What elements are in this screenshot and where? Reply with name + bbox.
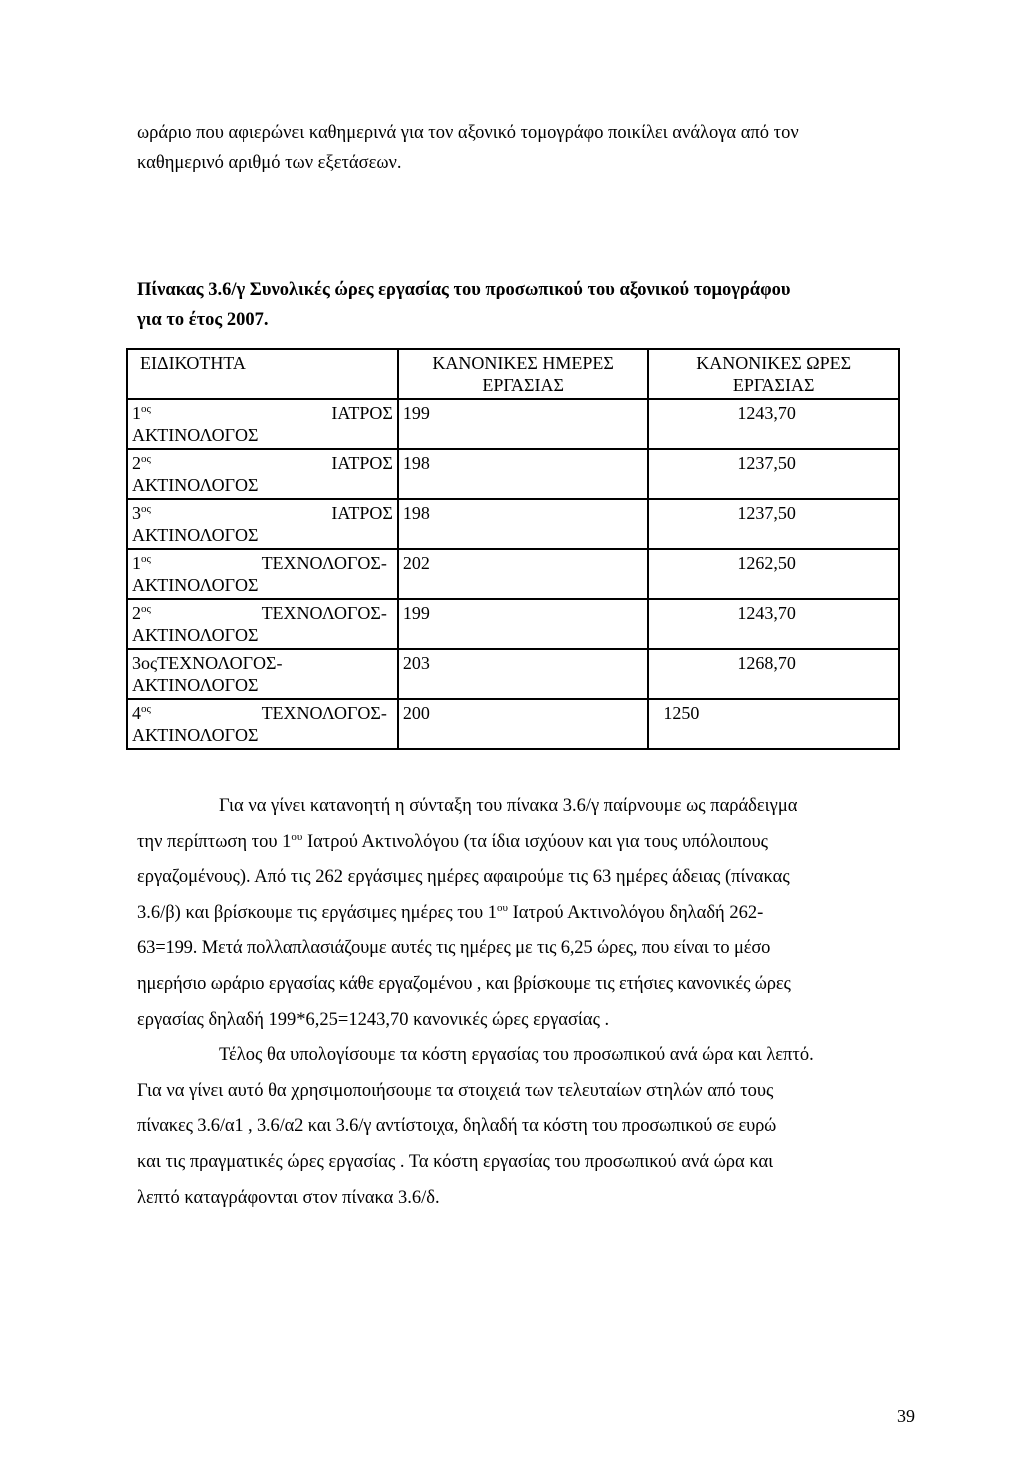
table-row	[127, 399, 899, 449]
body-line: 63=199. Μετά πολλαπλασιάζουμε αυτές τις ημέρες με τις 6,25 ώρες, που είναι το μέσο	[137, 938, 771, 959]
specialty-cell: $4^{o\varsigma}$ ΤΕΧΝΟΛΟΓΟΣ- ΑΚΤΙΝΟΛΟΓΟΣ	[127, 699, 398, 749]
table-row	[127, 549, 899, 599]
table-row	[127, 499, 899, 549]
caption-line: Πίνακας 3.6/γ Συνολικές ώρες εργασίας του προσωπικού του αξονικού τομογράφου	[137, 280, 791, 300]
header-normal-days: ΚΑΝΟΝΙΚΕΣ ΗΜΕΡΕΣ ΕΡΓΑΣΙΑΣ	[398, 349, 649, 399]
specialty-cell: 3οςΤΕΧΝΟΛΟΓΟΣ- ΑΚΤΙΝΟΛΟΓΟΣ	[127, 649, 398, 699]
days-cell: 198	[398, 449, 649, 499]
specialty-cell: $1^{o\varsigma}$ ΤΕΧΝΟΛΟΓΟΣ- ΑΚΤΙΝΟΛΟΓΟΣ	[127, 549, 398, 599]
intro-paragraph	[137, 118, 897, 178]
table-row	[127, 599, 899, 649]
explanation-paragraph	[137, 789, 897, 1216]
body-line: Για να γίνει αυτό θα χρησιμοποιήσουμε τα στοιχειά των τελευταίων στηλών από τους	[137, 1080, 774, 1101]
intro-line: ωράριο που αφιερώνει καθημερινά για τον αξονικό τομογράφο ποικίλει ανάλογα από τον	[137, 123, 799, 143]
body-line: λεπτό καταγράφονται στον πίνακα 3.6/δ.	[137, 1187, 440, 1208]
page-number: 39	[897, 1406, 915, 1426]
specialty-cell: $2^{o\varsigma}$ ΙΑΤΡΟΣ ΑΚΤΙΝΟΛΟΓΟΣ	[127, 449, 398, 499]
caption-line: για το έτος 2007.	[137, 310, 269, 330]
table-header-row	[127, 349, 899, 399]
hours-cell: 1268,70	[648, 649, 899, 699]
body-line: Για να γίνει κατανοητή η σύνταξη του πίνακα 3.6/γ παίρνουμε ως παράδειγμα	[219, 796, 798, 816]
header-specialty: ΕΙΔΙΚΟΤΗΤΑ	[127, 349, 398, 399]
hours-cell: 1250	[648, 699, 899, 749]
days-cell: 199	[398, 599, 649, 649]
hours-cell: 1243,70	[648, 599, 899, 649]
body-line: πίνακες 3.6/α1 , 3.6/α2 και 3.6/γ αντίστοιχα, δηλαδή τα κόστη του προσωπικού σε ευρώ	[137, 1116, 777, 1137]
table-row	[127, 449, 899, 499]
hours-cell: 1237,50	[648, 499, 899, 549]
intro-line: καθημερινό αριθμό των εξετάσεων.	[137, 153, 402, 173]
days-cell: 200	[398, 699, 649, 749]
days-cell: 198	[398, 499, 649, 549]
body-line: εργαζομένους). Από τις 262 εργάσιμες ημέρες αφαιρούμε τις 63 ημέρες άδειας (πίνακας	[137, 867, 790, 888]
table-row	[127, 699, 899, 749]
hours-cell: 1237,50	[648, 449, 899, 499]
body-line: την περίπτωση του $1^{o\upsilon}$ Ιατρού Ακτινολόγου (τα ίδια ισχύουν και για τους υπόλοιπους	[137, 830, 768, 852]
body-line: 3.6/β) και βρίσκουμε τις εργάσιμες ημέρες του $1^{o\upsilon}$ Ιατρού Ακτινολόγου δηλαδή 262-	[137, 901, 764, 923]
specialty-cell: $1^{o\varsigma}$ ΙΑΤΡΟΣ ΑΚΤΙΝΟΛΟΓΟΣ	[127, 399, 398, 449]
header-normal-hours: ΚΑΝΟΝΙΚΕΣ ΩΡΕΣ ΕΡΓΑΣΙΑΣ	[648, 349, 899, 399]
days-cell: 199	[398, 399, 649, 449]
hours-cell: 1262,50	[648, 549, 899, 599]
work-hours-table	[126, 348, 900, 750]
hours-cell: 1243,70	[648, 399, 899, 449]
body-line: ημερήσιο ωράριο εργασίας κάθε εργαζομένου , και βρίσκουμε τις ετήσιες κανονικές ώρες	[137, 973, 791, 994]
table-caption	[137, 275, 897, 335]
body-line: εργασίας δηλαδή 199*6,25=1243,70 κανονικές ώρες εργασίας .	[137, 1009, 610, 1030]
body-line: και τις πραγματικές ώρες εργασίας . Τα κόστη εργασίας του προσωπικού ανά ώρα και	[137, 1151, 774, 1172]
days-cell: 202	[398, 549, 649, 599]
body-line: Τέλος θα υπολογίσουμε τα κόστη εργασίας του προσωπικού ανά ώρα και λεπτό.	[219, 1045, 814, 1066]
specialty-cell: $2^{o\varsigma}$ ΤΕΧΝΟΛΟΓΟΣ- ΑΚΤΙΝΟΛΟΓΟΣ	[127, 599, 398, 649]
days-cell: 203	[398, 649, 649, 699]
table-row	[127, 649, 899, 699]
specialty-cell: $3^{o\varsigma}$ ΙΑΤΡΟΣ ΑΚΤΙΝΟΛΟΓΟΣ	[127, 499, 398, 549]
